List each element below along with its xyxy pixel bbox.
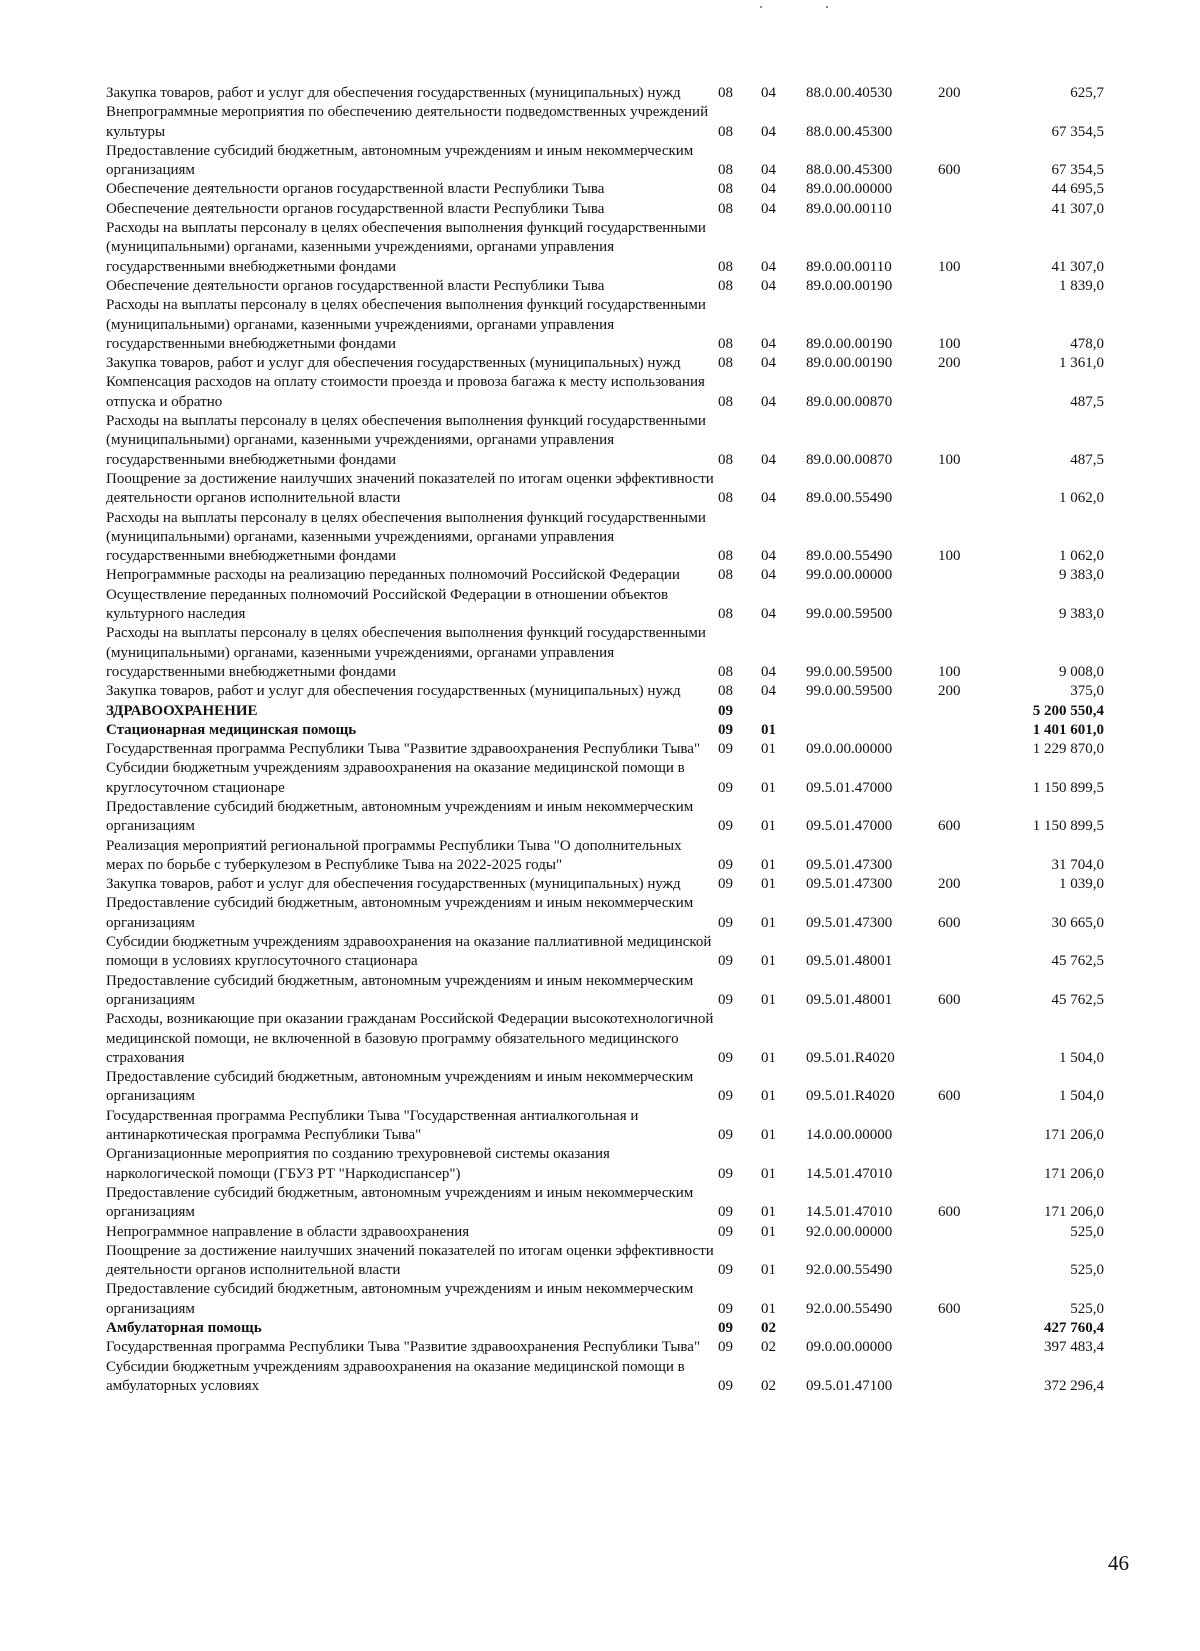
target-article-code: 89.0.00.55490 [806,490,893,507]
budget-table-sheet [106,84,1106,1396]
section-code: 09 [718,876,733,893]
row-name: Расходы на выплаты персоналу в целях обеспечения выполнения функций государственными (муниципальными) органами, казенными учреждениями, органами управления государственными внебюджетными фондами [106,297,706,352]
row-name: Обеспечение деятельности органов государственной власти Республики Тыва [106,277,605,294]
row-name: Расходы на выплаты персоналу в целях обеспечения выполнения функций государственными (муниципальными) органами, казенными учреждениями, органами управления государственными внебюджетными фондами [106,413,706,468]
table-row [106,1145,1106,1184]
amount: 45 762,5 [1051,991,1104,1008]
subsection-code: 02 [761,1320,776,1336]
amount: 1 150 899,5 [1032,818,1104,835]
target-article-code [802,702,932,721]
expense-type-code: 600 [938,1088,961,1105]
target-article-code: 89.0.00.00190 [806,277,893,294]
table-row [106,84,1106,103]
amount: 397 483,4 [1044,1339,1104,1356]
target-article-code: 09.5.01.47000 [806,779,893,796]
expense-type-code [932,1338,982,1357]
target-article-code: 89.0.00.00190 [806,355,893,372]
table-row [106,219,1106,277]
section-code: 08 [718,451,733,468]
amount: 67 354,5 [1051,123,1104,140]
table-row [106,624,1106,682]
row-name: Закупка товаров, работ и услуг для обеспечения государственных (муниципальных) нужд [106,85,681,101]
target-article-code: 09.5.01.48001 [806,953,893,970]
subsection-code: 01 [761,741,776,758]
target-article-code: 09.5.01.47000 [806,818,893,835]
row-name: Субсидии бюджетным учреждениям здравоохранения на оказание паллиативной медицинской помощи в условиях круглосуточного стационара [106,934,712,970]
target-article-code: 89.0.00.00000 [806,181,893,198]
expense-type-code [932,1358,982,1397]
expense-type-code: 200 [938,355,961,372]
row-name: Закупка товаров, работ и услуг для обеспечения государственных (муниципальных) нужд [106,355,681,372]
table-row [106,103,1106,142]
row-name: Непрограммное направление в области здравоохранения [106,1223,470,1240]
table-row [106,180,1106,199]
target-article-code: 99.0.00.59500 [806,663,893,680]
amount: 625,7 [1070,85,1104,101]
target-article-code: 92.0.00.55490 [806,1300,893,1317]
amount: 171 206,0 [1044,1165,1104,1182]
section-code: 08 [718,355,733,372]
row-name: Закупка товаров, работ и услуг для обеспечения государственных (муниципальных) нужд [106,876,681,893]
section-code: 09 [718,1262,733,1279]
expense-type-code [932,470,982,509]
expense-type-code: 100 [938,451,961,468]
target-article-code: 09.5.01.48001 [806,991,893,1008]
table-row [106,470,1106,509]
amount: 171 206,0 [1044,1127,1104,1144]
section-code: 09 [718,1088,733,1105]
table-row [106,1338,1106,1357]
section-code: 08 [718,258,733,275]
table-row [106,1184,1106,1223]
amount: 427 760,4 [1044,1320,1104,1336]
subsection-code: 01 [761,914,776,931]
subsection-code: 04 [761,123,776,140]
row-name: Обеспечение деятельности органов государственной власти Республики Тыва [106,181,605,198]
target-article-code: 99.0.00.59500 [806,683,893,700]
page-number: 46 [1108,1551,1129,1575]
row-name: Поощрение за достижение наилучших значений показателей по итогам оценки эффективности деятельности органов исполнительной власти [106,1242,714,1279]
table-row [106,373,1106,412]
section-code: 08 [718,85,733,101]
table-row [106,200,1106,219]
target-article-code: 14.5.01.47010 [806,1165,893,1182]
section-code: 09 [718,702,733,719]
section-code: 08 [718,663,733,680]
table-row [106,933,1106,972]
row-name: Предоставление субсидий бюджетным, автономным учреждениям и иным некоммерческим организациям [106,972,694,1008]
section-code: 09 [718,818,733,835]
table-row [106,1223,1106,1242]
section-code: 09 [718,1339,733,1356]
section-code: 08 [718,567,733,584]
target-article-code: 09.5.01.47300 [806,914,893,931]
table-row [106,142,1106,181]
subsection-code: 01 [761,721,776,738]
table-row [106,798,1106,837]
target-article-code: 09.5.01.47300 [806,856,893,873]
subsection-code: 04 [761,683,776,700]
subsection-code: 01 [761,953,776,970]
table-row [106,1107,1106,1146]
scan-speck [826,6,828,8]
section-code: 08 [718,548,733,565]
subsection-code: 02 [761,1339,776,1356]
row-name: Осуществление переданных полномочий Российской Федерации в отношении объектов культурного наследия [106,586,669,623]
section-code: 09 [718,721,733,738]
row-name: Предоставление субсидий бюджетным, автономным учреждениям и иным некоммерческим организациям [106,142,694,179]
amount: 1 062,0 [1059,548,1104,565]
section-code: 08 [718,490,733,507]
expense-type-code [932,180,982,199]
target-article-code: 89.0.00.00110 [806,200,892,217]
expense-type-code [932,1319,982,1338]
target-article-code: 09.5.01.R4020 [806,1088,895,1105]
row-name: Непрограммные расходы на реализацию переданных полномочий Российской Федерации [106,567,680,584]
row-name: Поощрение за достижение наилучших значений показателей по итогам оценки эффективности деятельности органов исполнительной власти [106,470,714,507]
table-row [106,586,1106,625]
amount: 1 504,0 [1059,1049,1104,1066]
row-name: Предоставление субсидий бюджетным, автономным учреждениям и иным некоммерческим организациям [106,1069,694,1105]
expense-type-code: 200 [938,876,961,893]
target-article-code: 88.0.00.40530 [806,85,893,101]
expense-type-code: 600 [938,914,961,931]
subsection-code: 04 [761,335,776,352]
section-code: 09 [718,1204,733,1221]
subsection-code: 04 [761,548,776,565]
expense-type-code [932,1010,982,1068]
expense-type-code [932,1107,982,1146]
section-code: 09 [718,1377,733,1394]
section-code: 09 [718,1127,733,1144]
amount: 30 665,0 [1051,914,1104,931]
subsection-code: 02 [761,1377,776,1394]
row-name: Организационные мероприятия по созданию трехуровневой системы оказания наркологической помощи (ГБУЗ РТ "Наркодиспансер") [106,1146,610,1182]
budget-table [106,84,1106,1396]
subsection-code: 04 [761,355,776,372]
section-code: 09 [718,1300,733,1317]
table-row [106,1242,1106,1281]
subsection-code: 01 [761,779,776,796]
expense-type-code [932,1223,982,1242]
target-article-code: 89.0.00.00110 [806,258,892,275]
row-name: Расходы на выплаты персоналу в целях обеспечения выполнения функций государственными (муниципальными) органами, казенными учреждениями, органами управления государственными внебюджетными фондами [106,625,706,680]
subsection-code: 01 [761,1204,776,1221]
amount: 525,0 [1070,1262,1104,1279]
amount: 525,0 [1070,1223,1104,1240]
target-article-code: 09.0.00.00000 [806,1339,893,1356]
table-row [106,277,1106,296]
amount: 171 206,0 [1044,1204,1104,1221]
table-row [106,875,1106,894]
table-row [106,702,1106,721]
subsection-code [757,702,802,721]
table-row [106,1280,1106,1319]
row-name: Стационарная медицинская помощь [106,721,357,738]
expense-type-code [932,586,982,625]
amount: 5 200 550,4 [1032,702,1104,719]
target-article-code [802,721,932,740]
expense-type-code [932,566,982,585]
subsection-code: 01 [761,1049,776,1066]
amount: 44 695,5 [1051,181,1104,198]
section-code: 09 [718,1165,733,1182]
target-article-code: 89.0.00.00190 [806,335,893,352]
section-code: 08 [718,335,733,352]
target-article-code [802,1319,932,1338]
amount: 375,0 [1070,683,1104,700]
amount: 1 062,0 [1059,490,1104,507]
amount: 9 383,0 [1059,567,1104,584]
table-row [106,566,1106,585]
amount: 41 307,0 [1051,200,1104,217]
row-name: Государственная программа Республики Тыва "Развитие здравоохранения Республики Тыва" [106,741,701,758]
subsection-code: 04 [761,451,776,468]
row-name: Предоставление субсидий бюджетным, автономным учреждениям и иным некоммерческим организациям [106,1281,694,1317]
amount: 1 401 601,0 [1032,721,1104,738]
expense-type-code: 200 [938,85,961,101]
subsection-code: 04 [761,567,776,584]
row-name: Государственная программа Республики Тыва "Государственная антиалкогольная и антинаркотическая программа Республики Тыва" [106,1107,639,1144]
subsection-code: 01 [761,1300,776,1317]
amount: 1 229 870,0 [1032,741,1104,758]
expense-type-code: 100 [938,663,961,680]
amount: 525,0 [1070,1300,1104,1317]
target-article-code: 89.0.00.00870 [806,393,893,410]
row-name: Предоставление субсидий бюджетным, автономным учреждениям и иным некоммерческим организациям [106,798,694,835]
expense-type-code: 600 [938,1204,961,1221]
subsection-code: 04 [761,181,776,198]
section-code: 09 [718,953,733,970]
table-row [106,1358,1106,1397]
row-name: Расходы, возникающие при оказании гражданам Российской Федерации высокотехнологичной медицинской помощи, не включенной в базовую программу обязательного медицинского страхования [106,1011,714,1066]
section-code: 09 [718,1049,733,1066]
expense-type-code: 600 [938,162,961,179]
expense-type-code [932,277,982,296]
expense-type-code [932,721,982,740]
subsection-code: 01 [761,818,776,835]
row-name: Расходы на выплаты персоналу в целях обеспечения выполнения функций государственными (муниципальными) органами, казенными учреждениями, органами управления государственными внебюджетными фондами [106,509,706,565]
target-article-code: 09.0.00.00000 [806,741,893,758]
table-row [106,894,1106,933]
row-name: Расходы на выплаты персоналу в целях обеспечения выполнения функций государственными (муниципальными) органами, казенными учреждениями, органами управления государственными внебюджетными фондами [106,220,706,275]
expense-type-code: 100 [938,548,961,565]
row-name: Внепрограммные мероприятия по обеспечению деятельности подведомственных учреждений культуры [106,104,709,140]
row-name: ЗДРАВООХРАНЕНИЕ [106,702,258,719]
amount: 45 762,5 [1051,953,1104,970]
amount: 1 839,0 [1059,277,1104,294]
subsection-code: 04 [761,606,776,623]
row-name: Субсидии бюджетным учреждениям здравоохранения на оказание медицинской помощи в круглосуточном стационаре [106,760,685,796]
row-name: Предоставление субсидий бюджетным, автономным учреждениям и иным некоммерческим организациям [106,1184,694,1221]
section-code: 08 [718,162,733,179]
expense-type-code [932,740,982,759]
row-name: Амбулаторная помощь [106,1320,262,1336]
target-article-code: 99.0.00.00000 [806,567,893,584]
subsection-code: 01 [761,1262,776,1279]
row-name: Предоставление субсидий бюджетным, автономным учреждениям и иным некоммерческим организациям [106,895,694,931]
table-row [106,1319,1106,1338]
section-code: 08 [718,683,733,700]
expense-type-code [932,373,982,412]
expense-type-code [932,103,982,142]
section-code: 08 [718,123,733,140]
section-code: 08 [718,606,733,623]
subsection-code: 04 [761,490,776,507]
row-name: Компенсация расходов на оплату стоимости проезда и провоза багажа к месту использования отпуска и обратно [106,374,705,410]
section-code: 08 [718,277,733,294]
expense-type-code: 100 [938,335,961,352]
subsection-code: 04 [761,277,776,294]
section-code: 09 [718,856,733,873]
subsection-code: 04 [761,663,776,680]
table-row [106,837,1106,876]
expense-type-code: 600 [938,818,961,835]
amount: 487,5 [1070,451,1104,468]
scan-speck [760,6,762,8]
table-row [106,412,1106,470]
table-row [106,296,1106,354]
row-name: Субсидии бюджетным учреждениям здравоохранения на оказание медицинской помощи в амбулаторных условиях [106,1358,685,1394]
target-article-code: 99.0.00.59500 [806,606,893,623]
amount: 9 008,0 [1059,663,1104,680]
expense-type-code [932,837,982,876]
expense-type-code: 600 [938,1300,961,1317]
section-code: 09 [718,779,733,796]
subsection-code: 04 [761,258,776,275]
section-code: 08 [718,200,733,217]
budget-table-body [106,84,1106,1396]
expense-type-code [932,702,982,721]
amount: 1 504,0 [1059,1088,1104,1105]
section-code: 09 [718,741,733,758]
subsection-code: 01 [761,1088,776,1105]
subsection-code: 01 [761,1223,776,1240]
table-row [106,759,1106,798]
expense-type-code [932,1242,982,1281]
subsection-code: 04 [761,162,776,179]
target-article-code: 09.5.01.47100 [806,1377,893,1394]
target-article-code: 88.0.00.45300 [806,123,893,140]
section-code: 09 [718,991,733,1008]
amount: 372 296,4 [1044,1377,1104,1394]
expense-type-code [932,759,982,798]
subsection-code: 01 [761,991,776,1008]
amount: 1 150 899,5 [1032,779,1104,796]
target-article-code: 09.5.01.47300 [806,876,893,893]
subsection-code: 01 [761,856,776,873]
section-code: 09 [718,1223,733,1240]
expense-type-code [932,200,982,219]
amount: 9 383,0 [1059,606,1104,623]
subsection-code: 01 [761,1165,776,1182]
amount: 31 704,0 [1051,856,1104,873]
target-article-code: 14.5.01.47010 [806,1204,893,1221]
row-name: Государственная программа Республики Тыва "Развитие здравоохранения Республики Тыва" [106,1339,701,1356]
expense-type-code: 200 [938,683,961,700]
amount: 487,5 [1070,393,1104,410]
table-row [106,1068,1106,1107]
target-article-code: 92.0.00.55490 [806,1262,893,1279]
subsection-code: 04 [761,393,776,410]
expense-type-code [932,1145,982,1184]
table-row [106,740,1106,759]
row-name: Реализация мероприятий региональной программы Республики Тыва "О дополнительных мерах по борьбе с туберкулезом в Республике Тыва на 2022-2025 годы" [106,837,682,873]
table-row [106,509,1106,567]
expense-type-code [932,933,982,972]
subsection-code: 01 [761,1127,776,1144]
expense-type-code: 600 [938,991,961,1008]
target-article-code: 14.0.00.00000 [806,1127,893,1144]
target-article-code: 89.0.00.00870 [806,451,893,468]
amount: 67 354,5 [1051,162,1104,179]
row-name: Обеспечение деятельности органов государственной власти Республики Тыва [106,200,605,217]
table-row [106,354,1106,373]
section-code: 08 [718,181,733,198]
row-name: Закупка товаров, работ и услуг для обеспечения государственных (муниципальных) нужд [106,683,681,700]
target-article-code: 89.0.00.55490 [806,548,893,565]
table-row [106,1010,1106,1068]
expense-type-code: 100 [938,258,961,275]
section-code: 09 [718,1320,733,1336]
amount: 41 307,0 [1051,258,1104,275]
table-row [106,972,1106,1011]
table-row [106,682,1106,701]
amount: 1 039,0 [1059,876,1104,893]
subsection-code: 04 [761,85,776,101]
target-article-code: 09.5.01.R4020 [806,1049,895,1066]
amount: 478,0 [1070,335,1104,352]
target-article-code: 92.0.00.00000 [806,1223,893,1240]
target-article-code: 88.0.00.45300 [806,162,893,179]
section-code: 08 [718,393,733,410]
amount: 1 361,0 [1059,355,1104,372]
subsection-code: 04 [761,200,776,217]
subsection-code: 01 [761,876,776,893]
table-row [106,721,1106,740]
section-code: 09 [718,914,733,931]
